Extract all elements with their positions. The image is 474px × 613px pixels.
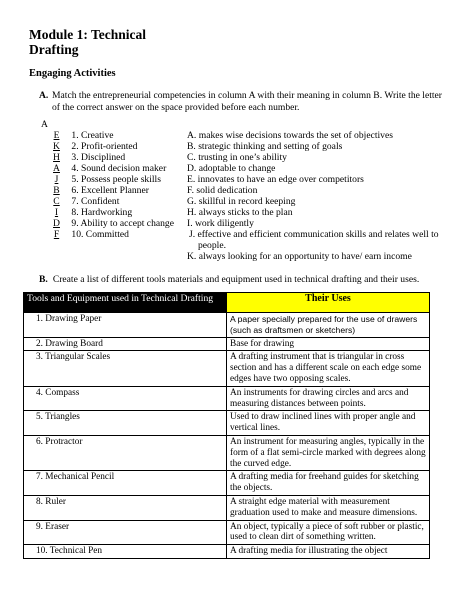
table-row	[24, 313, 430, 338]
answer-blank: J	[54, 174, 59, 185]
tool-cell: 4. Compass	[24, 386, 227, 411]
page-title	[29, 27, 146, 57]
tool-cell: 2. Drawing Board	[24, 337, 227, 351]
use-cell: A paper specially prepared for the use of drawers (such as draftsmen or sketchers)	[227, 313, 430, 338]
competency-label: 7. Confident	[71, 196, 120, 207]
answer-blank: C	[53, 196, 60, 207]
answer-blank: D	[53, 218, 60, 229]
competency-label: 4. Sound decision maker	[71, 163, 167, 174]
tool-cell: 3. Triangular Scales	[24, 351, 227, 386]
column-b-item: G. skillful in record keeping	[187, 196, 296, 207]
use-cell: An instruments for drawing circles and arcs and measuring distances between points.	[227, 386, 430, 411]
column-a-item	[44, 174, 161, 185]
answer-blank: I	[54, 207, 59, 218]
competency-label: 10. Committed	[71, 229, 129, 240]
competency-label: 5. Possess people skills	[71, 174, 161, 185]
answer-blank: F	[53, 229, 60, 240]
column-b-item: A. makes wise decisions towards the set of objectives	[187, 130, 393, 141]
header-tools: Tools and Equipment used in Technical Drafting	[24, 293, 227, 313]
table-row	[24, 520, 430, 545]
title-line-2: Drafting	[29, 42, 79, 57]
answer-blank: K	[53, 141, 60, 152]
column-a-item	[44, 141, 137, 152]
header-uses: Their Uses	[227, 293, 430, 313]
use-cell: A drafting media for freehand guides for sketching the objects.	[227, 471, 430, 496]
table-row	[24, 386, 430, 411]
tool-cell: 5. Triangles	[24, 411, 227, 436]
answer-blank: E	[53, 130, 60, 141]
table-row	[24, 435, 430, 470]
table-row	[24, 495, 430, 520]
column-b-item: E. innovates to have an edge over competitors	[187, 174, 364, 185]
column-a-item	[44, 130, 114, 141]
tools-table	[23, 292, 430, 559]
competency-label: 8. Hardworking	[71, 207, 133, 218]
column-b-item: K. always looking for an opportunity to have/ earn income	[187, 251, 412, 262]
competency-label: 3. Disciplined	[71, 152, 126, 163]
use-cell: A drafting instrument that is triangular in cross section and has a different scale on each edge some edges have two opposing scales.	[227, 351, 430, 386]
question-b-letter: B.	[39, 274, 48, 285]
competency-label: 9. Ability to accept change	[71, 218, 174, 229]
tool-cell: 7. Mechanical Pencil	[24, 471, 227, 496]
column-b-item: I. work diligently	[187, 218, 254, 229]
tool-cell: 1. Drawing Paper	[24, 313, 227, 338]
question-a-letter: A.	[39, 90, 49, 101]
table-header-row	[24, 293, 430, 313]
use-cell: Used to draw inclined lines with proper angle and vertical lines.	[227, 411, 430, 436]
table-row	[24, 351, 430, 386]
column-b-item: F. solid dedication	[187, 185, 258, 196]
use-cell: Base for drawing	[227, 337, 430, 351]
answer-blank: B	[53, 185, 60, 196]
table-row	[24, 411, 430, 436]
column-a-item	[44, 163, 166, 174]
column-b-item: H. always sticks to the plan	[187, 207, 293, 218]
column-b-item: D. adoptable to change	[187, 163, 276, 174]
section-heading: Engaging Activities	[29, 68, 116, 79]
column-b-item: C. trusting in one’s ability	[187, 152, 287, 163]
column-a-item	[44, 152, 125, 163]
table-row	[24, 471, 430, 496]
answer-blank: H	[53, 152, 60, 163]
question-b	[39, 274, 419, 285]
answer-blank: A	[53, 163, 60, 174]
column-b-item: people.	[198, 240, 226, 251]
column-a-item	[44, 229, 129, 240]
column-a-item	[44, 218, 174, 229]
column-a-label: A	[41, 119, 48, 130]
competency-label: 2. Profit-oriented	[71, 141, 138, 152]
competency-label: 6. Excellent Planner	[71, 185, 149, 196]
tool-cell: 8. Ruler	[24, 495, 227, 520]
question-a-text: Match the entrepreneurial competencies in column A with their meaning in column B. Write the letter of the correct answer on the space provided before each number.	[52, 90, 442, 113]
use-cell: An instrument for measuring angles, typically in the form of a flat semi-circle marked with degrees along the curved edge.	[227, 435, 430, 470]
competency-label: 1. Creative	[71, 130, 114, 141]
table-row	[24, 337, 430, 351]
use-cell: An object, typically a piece of soft rubber or plastic, used to clean dirt of something written.	[227, 520, 430, 545]
title-line-1: Module 1: Technical	[29, 27, 147, 42]
tool-cell: 10. Technical Pen	[24, 545, 227, 559]
column-a-item	[44, 196, 119, 207]
tool-cell: 9. Eraser	[24, 520, 227, 545]
question-b-text: Create a list of different tools materials and equipment used in technical drafting and their uses.	[52, 274, 420, 285]
column-a-item	[44, 185, 149, 196]
column-b-item: J. effective and efficient communication skills and relates well to	[189, 229, 439, 240]
tool-cell: 6. Protractor	[24, 435, 227, 470]
use-cell: A drafting media for illustrating the object	[227, 545, 430, 559]
table-row	[24, 545, 430, 559]
column-b-item: B. strategic thinking and setting of goals	[187, 141, 343, 152]
column-a-item	[44, 207, 132, 218]
use-cell: A straight edge material with measurement graduation used to make and measure dimensions.	[227, 495, 430, 520]
